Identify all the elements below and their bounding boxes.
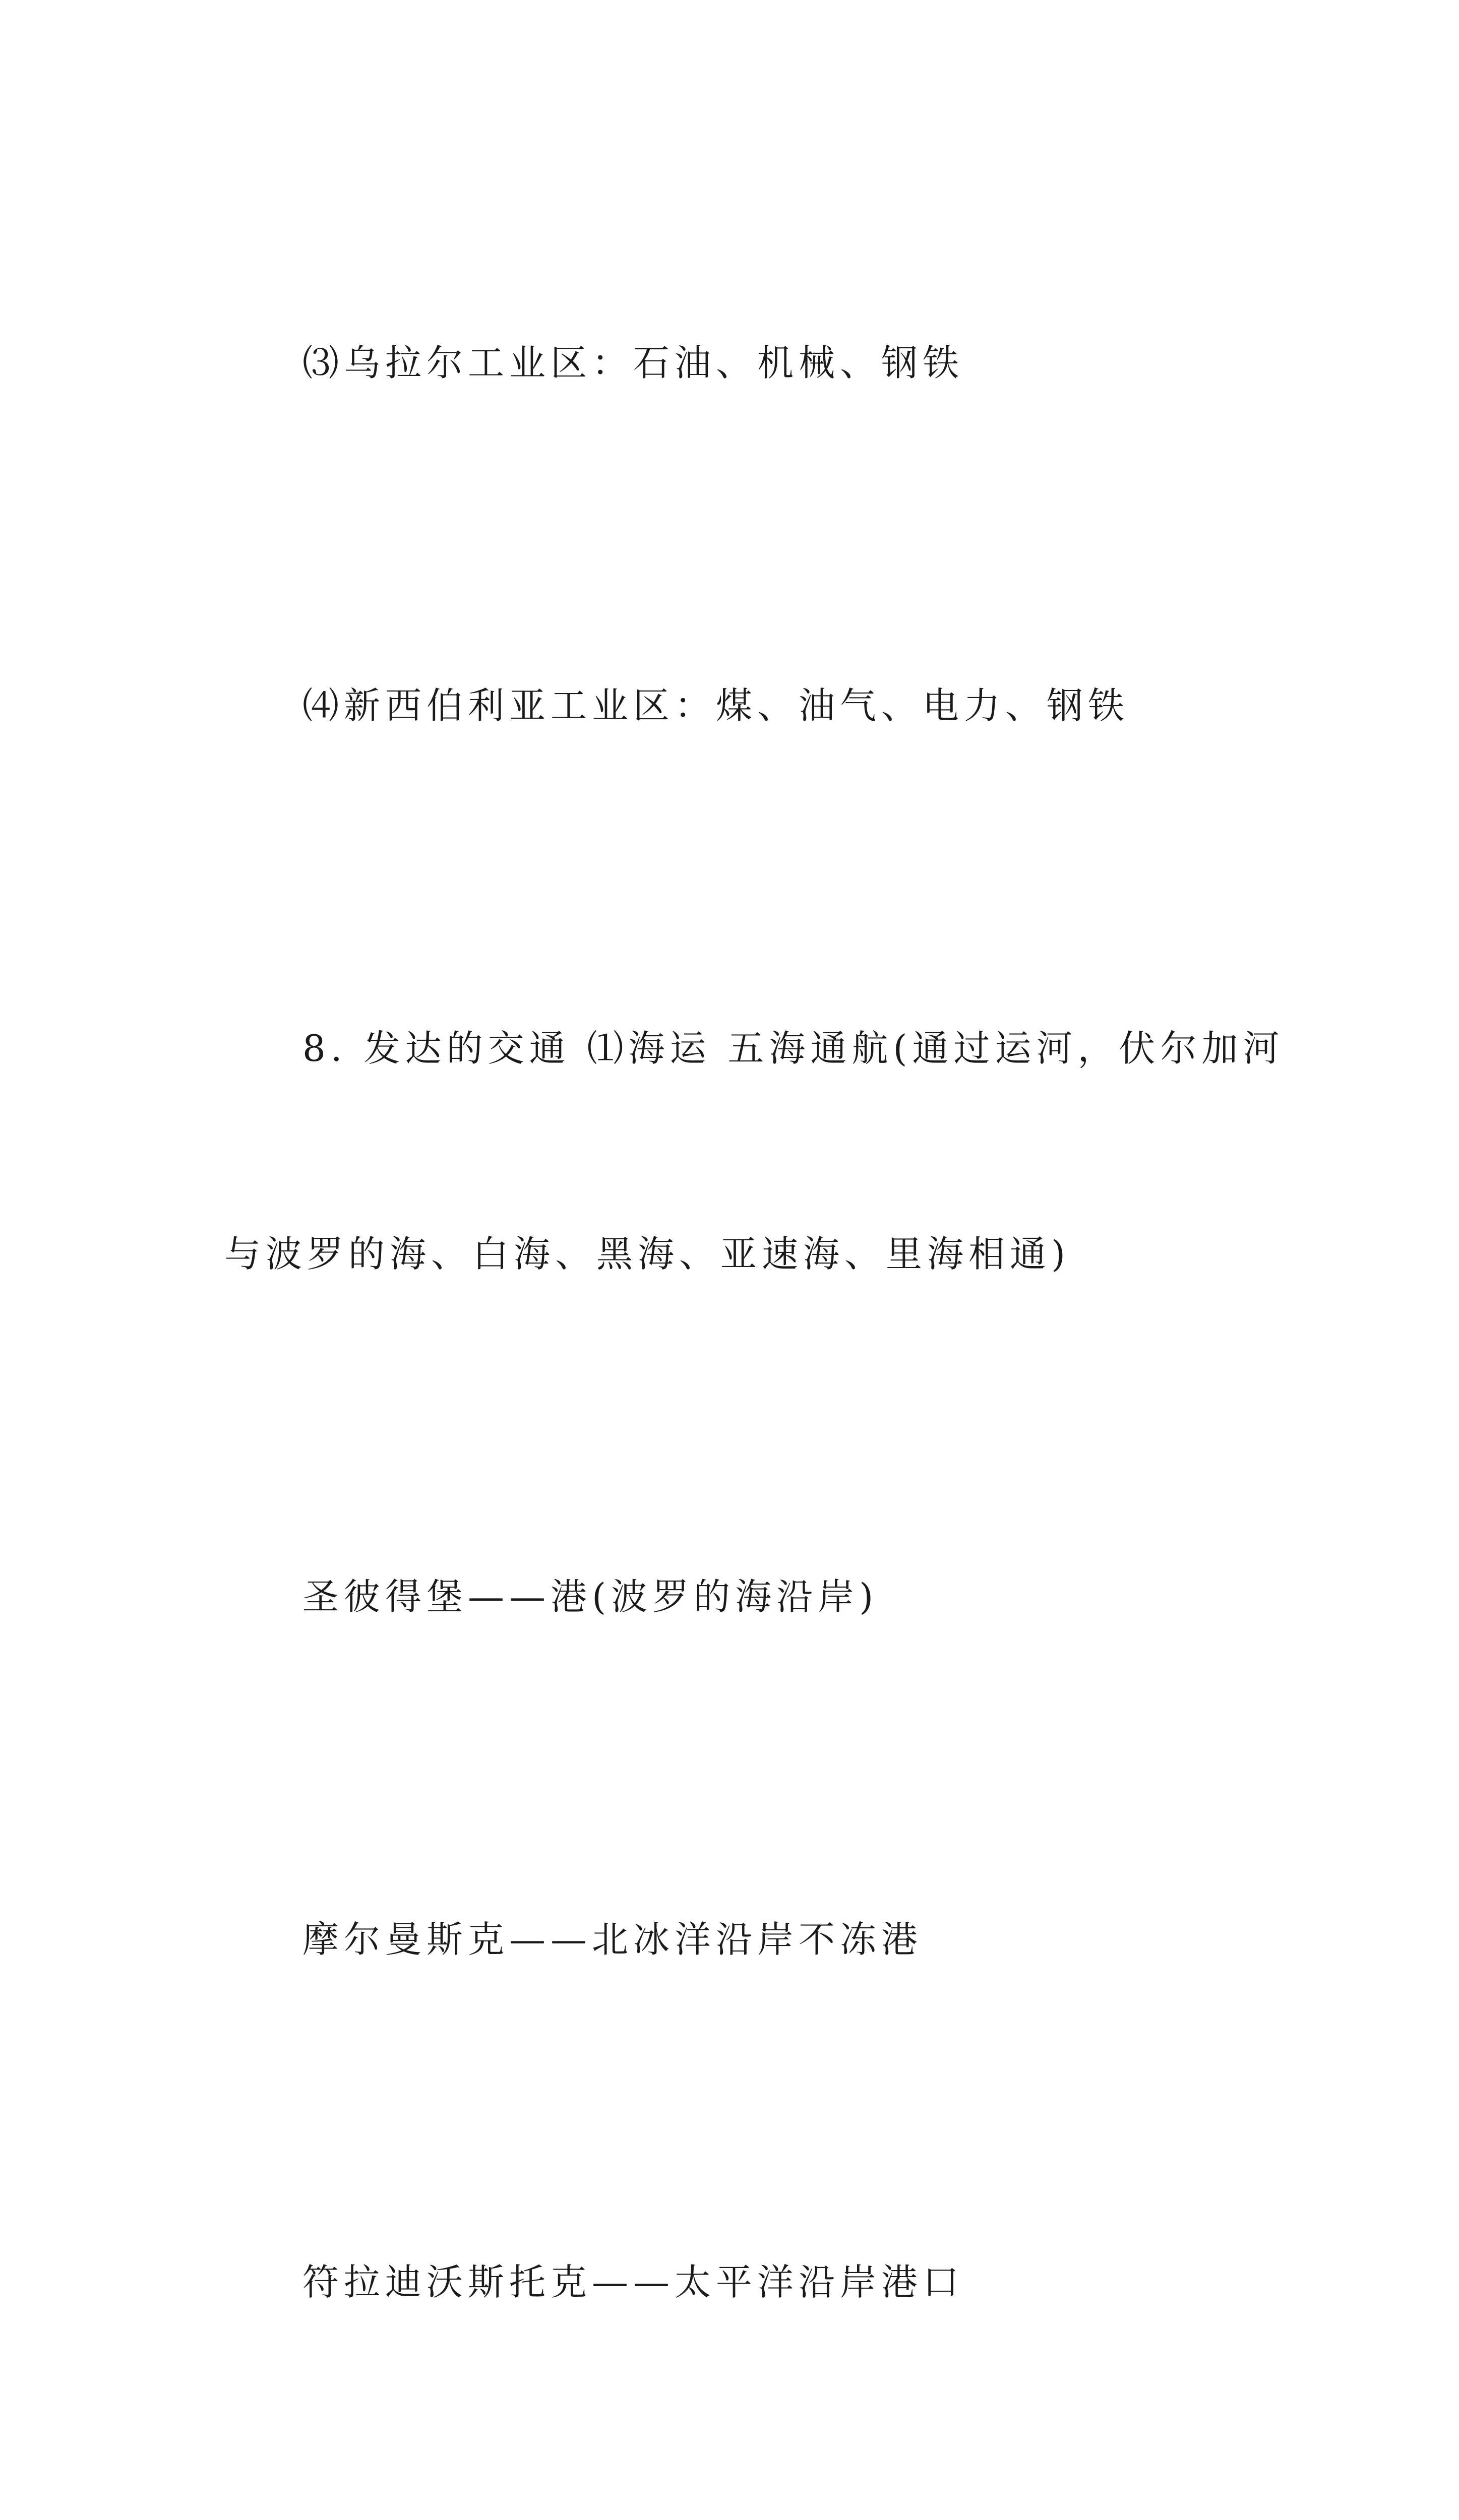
text-line: 摩尔曼斯克——北冰洋沿岸不冻港 [302,1918,923,1961]
text-line: ⑷新西伯利亚工业区：煤、油气、电力、钢铁 [302,684,1130,727]
paragraph-ural-industrial-zone [224,192,1250,534]
text-body [224,192,1285,2520]
paragraph-novosibirsk-industrial-zone [224,534,1250,877]
text-line: 8. 发达的交通 ⑴海运 五海通航(通过运河，伏尔加河 [302,1027,1285,1069]
paragraph-developed-transport [224,877,1285,1425]
paragraph-murmansk-port [224,1768,1250,2111]
text-line: ⑶乌拉尔工业区：石油、机械、钢铁 [302,342,964,384]
paragraph-vladivostok-port [224,2111,1250,2453]
text-line: 与波罗的海、白海、黑海、亚速海、里海相通) [224,1233,1071,1275]
paragraph-railway [224,2453,1250,2520]
text-line: 符拉迪沃斯托克——太平洋沿岸港口 [302,2261,964,2303]
text-line: 圣彼得堡——港(波罗的海沿岸) [302,1576,879,1618]
paragraph-saint-petersburg-port [224,1425,1250,1768]
